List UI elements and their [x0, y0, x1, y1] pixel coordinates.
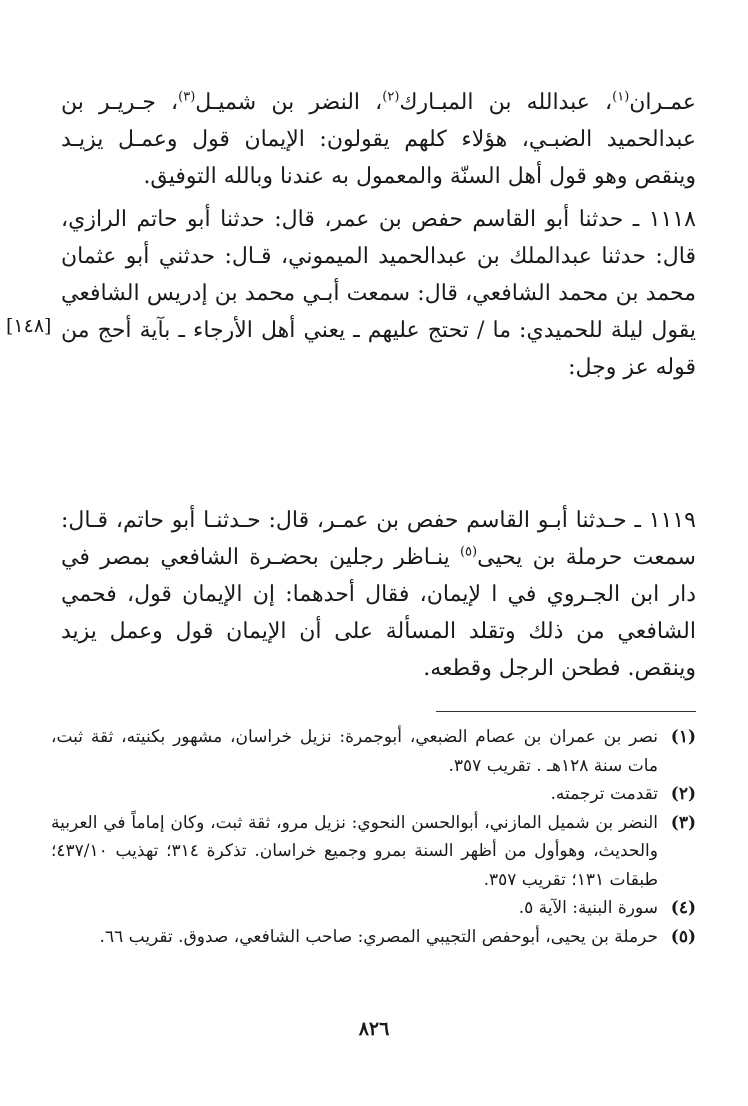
text-segment: ، جـريـر بن عبدالحميد الضبـي، هؤلاء كلهم يقولون: الإيمان قول وعمـل يزيـد وينقص وهو قول أهل السنّة والمعمول به عندنا وبالله التوفيق.: [61, 90, 696, 189]
footnote-item: [51, 894, 696, 923]
footnote-text: تقدمت ترجمته.: [550, 784, 658, 804]
footnote-number: (٢): [670, 784, 696, 804]
footnote-text: سورة البنية: الآية ٥.: [518, 898, 658, 918]
paragraph-1119: [61, 502, 696, 687]
text-segment: عمـران: [629, 90, 696, 115]
text-segment: ينـاظر رجلين بحضـرة الشافعي بمصر في دار ابن الجـروي في ا لإيمان، فقال أحدهما: إن الإيمان قول، فحمي الشافعي من ذلك وتقلد المسألة على أن الإيمان قول وعمل يزيد وينقص. فطحن الرجل وقطعه.: [61, 545, 696, 681]
footnote-item: [51, 723, 696, 780]
footnote-marker: (٢): [382, 89, 400, 105]
paragraph-athar-continuation: [61, 84, 696, 195]
text-segment: ، النضر بن شميـل: [195, 90, 383, 115]
footnote-number: (٥): [670, 926, 696, 947]
footnote-item: [51, 923, 696, 952]
footnote-item: [51, 780, 696, 809]
footnote-number: (٤): [670, 898, 696, 918]
footnote-text: النضر بن شميل المازني، أبوالحسن النحوي: نزيل مرو، ثقة ثبت، وكان إماماً في العربية والحديث، وهوأول من أظهر السنة بمرو وجميع خراسان. تذكرة ٣١٤؛ تهذيب ٤٣٧/١٠؛ طبقات ١٣١؛ تقريب ٣٥٧.: [51, 812, 658, 890]
paragraph-1118: ١١١٨ ـ حدثنا أبو القاسم حفص بن عمر، قال: حدثنا أبو حاتم الرازي، قال: حدثنا عبدالملك بن عبدالحميد الميموني، قـال: حدثني أبو عثمان محمد بن محمد الشافعي، قال: سمعت أبـي محمد بن إدريس الشافعي يقول ليلة للحميدي: ما / تحتج عليهم ـ يعني أهل الأرجاء ـ بآية أحج من قوله عز وجل:: [61, 207, 696, 380]
footnote-text: نصر بن عمران بن عصام الضبعي، أبوجمرة: نزيل خراسان، مشهور بكنيته، ثقة ثبت، مات سنة ١٢٨هـ . تقريب ٣٥٧.: [51, 727, 658, 776]
text-segment: ١١١٩ ـ حـدثنا أبـو القاسم حفص بن عمـر، قال: حـدثنـا أبو حاتم، قـال: سمعت حرملة بن يحيى: [61, 508, 696, 570]
text-segment: ، عبدالله بن المبـارك: [399, 90, 613, 115]
footnote-item: [51, 809, 696, 895]
footnote-number: (١): [670, 727, 696, 747]
footnote-number: (٣): [670, 812, 696, 833]
footnote-marker: (٣): [178, 89, 196, 105]
manuscript-folio-marker: [١٤٨]: [6, 315, 52, 337]
footnote-text: حرملة بن يحيى، أبوحفص التجيبي المصري: صاحب الشافعي، صدوق. تقريب ٦٦.: [99, 926, 658, 947]
footnotes: [51, 723, 696, 951]
footnote-marker: (٥): [459, 544, 478, 560]
footnote-marker: (١): [612, 89, 630, 105]
footnote-separator: [436, 711, 696, 712]
page-number: ٨٢٦: [358, 1018, 390, 1040]
